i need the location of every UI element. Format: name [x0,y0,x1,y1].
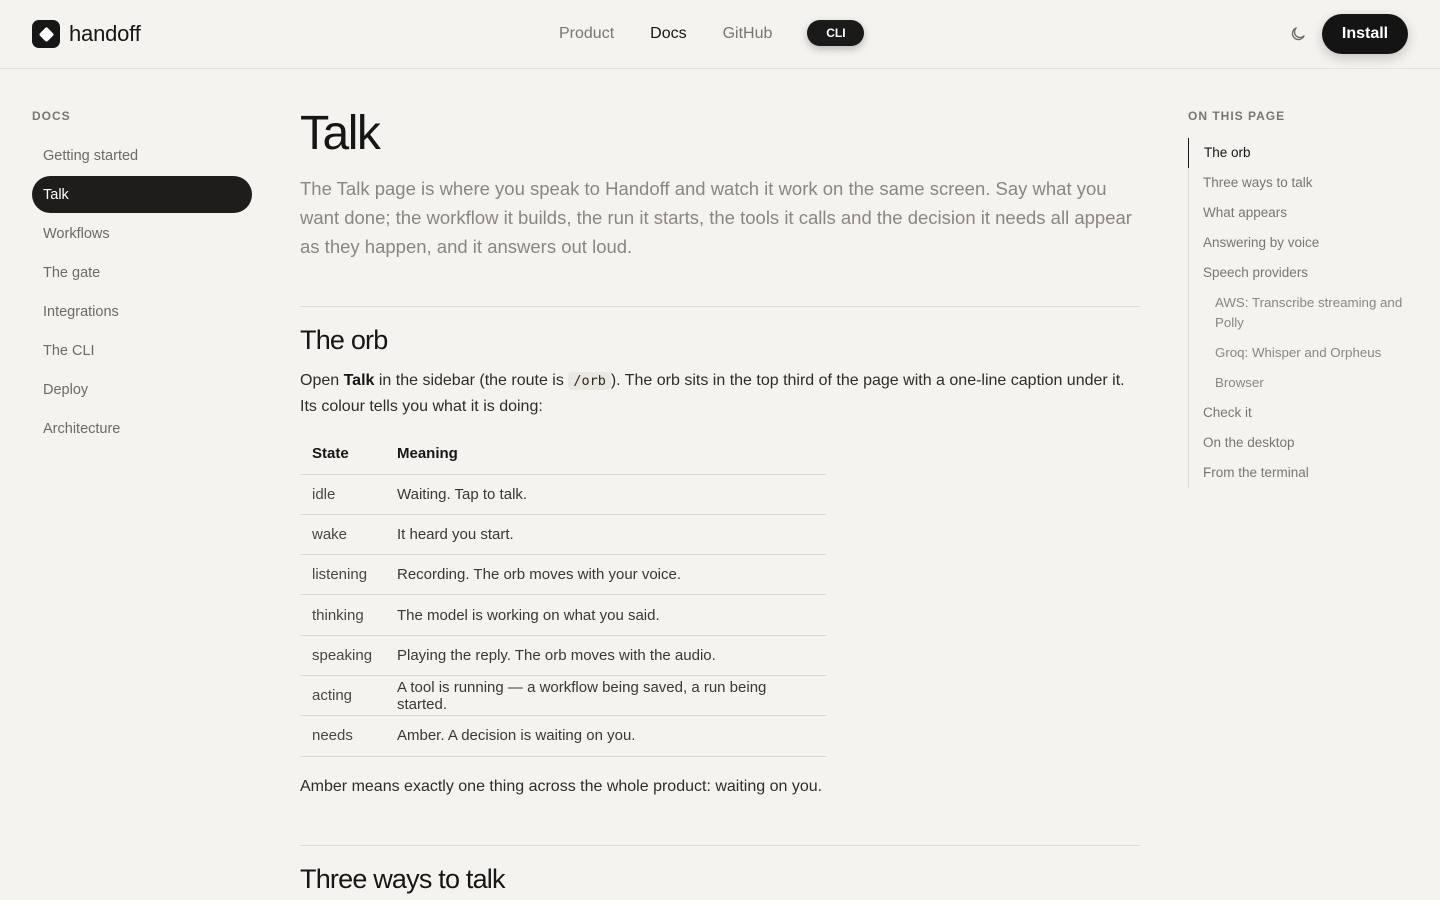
top-nav [559,22,864,46]
brand-name: handoff [69,21,141,46]
toc-item-the-orb[interactable]: The orb [1188,138,1413,168]
sidebar-item-talk[interactable]: Talk [32,176,252,213]
top-header [0,0,1440,69]
toc-item-groq[interactable]: Groq: Whisper and Orpheus [1215,345,1382,360]
orb-states-table [300,434,826,757]
orb-para-talk: Talk [343,372,375,389]
table-row [300,555,826,595]
heading-three-ways: Three ways to talk [300,863,505,894]
meaning-cell: The model is working on what you said. [385,595,826,635]
state-cell: listening [300,555,385,595]
sidebar-item-deploy[interactable]: Deploy [43,381,89,398]
table-header-row [300,434,826,474]
toc-item-what-appears[interactable]: What appears [1203,205,1288,220]
meaning-cell: It heard you start. [385,514,826,554]
on-this-page-toc [1188,109,1413,488]
lead-paragraph: The Talk page is where you speak to Handoff and watch it work on the same screen. Say what you want done; the workflow it builds, the run it starts, the tools it calls and the decision it needs all appear as they happen, and it answers out loud. [300,178,1132,257]
header-state: State [300,434,385,474]
state-cell: needs [300,716,385,756]
meaning-cell: Waiting. Tap to talk. [385,474,826,514]
sidebar-item-the-gate[interactable]: The gate [43,264,101,281]
sidebar-item-integrations[interactable]: Integrations [43,303,119,320]
toc-item-from-the-terminal[interactable]: From the terminal [1203,465,1309,480]
amber-note: Amber means exactly one thing across the whole product: waiting on you. [300,777,823,795]
main-content [300,105,1140,895]
meaning-cell: A tool is running — a workflow being saved, a run being started. [385,675,826,715]
table-row [300,474,826,514]
page-title: Talk [300,107,380,160]
toc-item-on-the-desktop[interactable]: On the desktop [1203,435,1295,450]
state-cell: speaking [300,635,385,675]
toc-item-three-ways[interactable]: Three ways to talk [1203,175,1313,190]
table-row [300,514,826,554]
sidebar-item-getting-started[interactable]: Getting started [43,147,139,164]
orb-para-rest: ). The orb sits in the top third of the page with a one-line caption under it. Its colour tells you what it is doing: [300,372,1125,415]
heading-the-orb: The orb [300,325,388,355]
moon-icon[interactable] [1289,25,1307,43]
section-divider [300,306,1140,307]
toc-item-browser[interactable]: Browser [1215,375,1264,390]
toc-item-answering-by-voice[interactable]: Answering by voice [1203,235,1320,250]
install-button[interactable]: Install [1322,14,1408,54]
orb-paragraph [300,368,1140,420]
sidebar-heading: DOCS [32,109,71,123]
meaning-cell: Amber. A decision is waiting on you. [385,716,826,756]
toc-heading: ON THIS PAGE [1188,109,1286,123]
sidebar-item-the-cli[interactable]: The CLI [43,342,95,359]
nav-github-link[interactable]: GitHub [722,25,773,42]
toc-item-aws[interactable]: AWS: Transcribe streaming and Polly [1215,295,1403,330]
table-row [300,716,826,756]
handoff-logo-icon [32,20,60,48]
orb-para-open: Open [300,372,344,389]
docs-sidebar [32,109,252,449]
state-cell: thinking [300,595,385,635]
brand-logo[interactable] [32,20,141,48]
toc-item-speech-providers[interactable]: Speech providers [1203,265,1309,280]
nav-cli-pill[interactable]: CLI [807,20,864,46]
table-row [300,635,826,675]
sidebar-item-workflows[interactable]: Workflows [43,225,110,242]
toc-list [1188,138,1413,488]
sidebar-list [32,137,252,447]
route-code: /orb [568,372,611,390]
orb-para-mid: in the sidebar (the route is [374,372,569,389]
header-meaning: Meaning [385,434,826,474]
table-row [300,595,826,635]
nav-docs-link[interactable]: Docs [650,25,687,42]
table-row [300,675,826,715]
sidebar-item-architecture[interactable]: Architecture [43,420,121,437]
state-cell: wake [300,514,385,554]
section-divider [300,845,1140,846]
state-cell: idle [300,474,385,514]
state-cell: acting [300,675,385,715]
nav-product-link[interactable]: Product [559,25,615,42]
meaning-cell: Playing the reply. The orb moves with the audio. [385,635,826,675]
toc-item-check-it[interactable]: Check it [1203,405,1252,420]
meaning-cell: Recording. The orb moves with your voice. [385,555,826,595]
